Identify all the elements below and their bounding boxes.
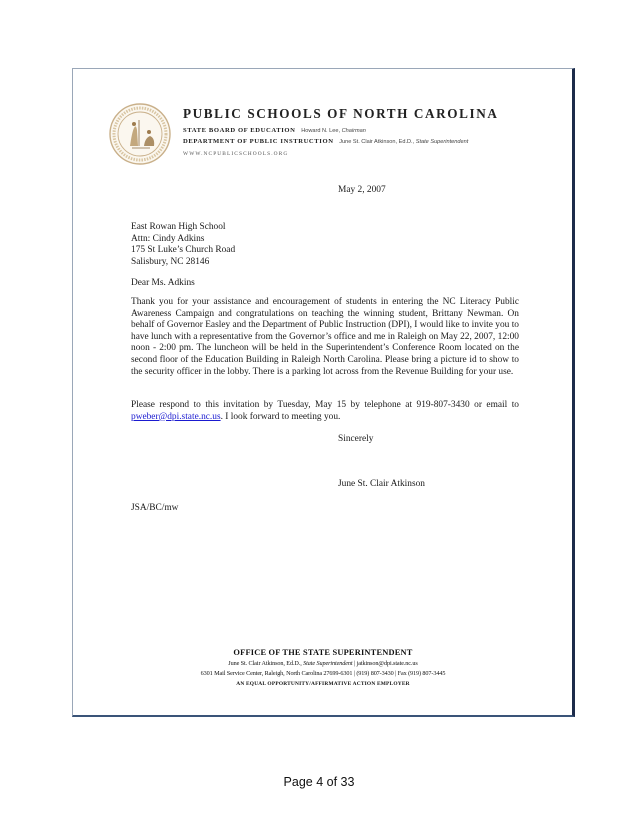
footer-name: June St. Clair Atkinson, Ed.D., [228, 660, 302, 667]
page-number: Page 4 of 33 [283, 775, 355, 789]
dept-name: DEPARTMENT OF PUBLIC INSTRUCTION [183, 138, 334, 145]
dept-superintendent-role: State Superintendent [415, 139, 469, 145]
body-paragraph-2 [131, 400, 519, 423]
dept-superintendent [339, 139, 468, 145]
address-line: Attn: Cindy Adkins [131, 233, 205, 244]
address-line: Salisbury, NC 28146 [131, 256, 210, 267]
recipient-address [131, 222, 235, 268]
footer-role: State Superintendent [303, 660, 353, 667]
dept-superintendent-name: June St. Clair Atkinson, Ed.D., [339, 139, 415, 145]
salutation: Dear Ms. Adkins [131, 278, 195, 288]
address-line: 175 St Luke’s Church Road [131, 245, 236, 256]
board-chairman-role: Chairman [341, 128, 366, 134]
state-seal-icon [108, 102, 172, 166]
footer-address-line: 6301 Mail Service Center, Raleigh, North Carolina 27699-6301 | (919) 807-3430 | Fax (919) 807-3445 [200, 670, 446, 677]
body-paragraph-1: Thank you for your assistance and encouragement of students in entering the NC Literacy Public Awareness Campaign and congratulations on teaching the winning student, Brittany Newman. On behalf of Governor Easley and the Department of Public Instruction (DPI), I would like to invite you to have lunch with a representative from the Governor’s office and me in Raleigh on May 22, 2007, 12:00 noon - 2:00 pm. The luncheon will be held in the Superintendent’s Conference Room located on the second floor of the Education Building in Raleigh North Carolina. Please bring a picture id to show to the security officer in the lobby. There is a parking lot across from the Revenue Building for your use. [131, 297, 519, 377]
board-chairman-name: Howard N. Lee, [301, 128, 341, 134]
closing: Sincerely [338, 434, 374, 444]
letterhead-dept-line [183, 138, 468, 145]
letterhead-title: PUBLIC SCHOOLS OF NORTH CAROLINA [183, 106, 499, 121]
address-line: East Rowan High School [131, 222, 226, 232]
letterhead-board-line [183, 127, 366, 134]
board-name: STATE BOARD OF EDUCATION [183, 127, 296, 134]
paragraph-2-closing-text: . I look forward to meeting you. [220, 411, 341, 422]
footer-eoe-line: AN EQUAL OPPORTUNITY/AFFIRMATIVE ACTION EMPLOYER [236, 681, 410, 687]
footer-email: | jatkinson@dpi.state.nc.us [353, 660, 418, 667]
footer-contact-line [100, 660, 546, 667]
letterhead-website: WWW.NCPUBLICSCHOOLS.ORG [183, 151, 289, 157]
letter-date: May 2, 2007 [338, 185, 386, 195]
signature-name: June St. Clair Atkinson [338, 479, 425, 489]
paragraph-2-text: Please respond to this invitation by Tuesday, May 15 by telephone at 919-807-3430 or email to [131, 400, 519, 410]
reference-initials: JSA/BC/mw [131, 503, 179, 513]
footer-title: OFFICE OF THE STATE SUPERINTENDENT [233, 648, 413, 657]
board-chairman [301, 128, 366, 134]
email-link[interactable]: pweber@dpi.state.nc.us [131, 411, 221, 422]
